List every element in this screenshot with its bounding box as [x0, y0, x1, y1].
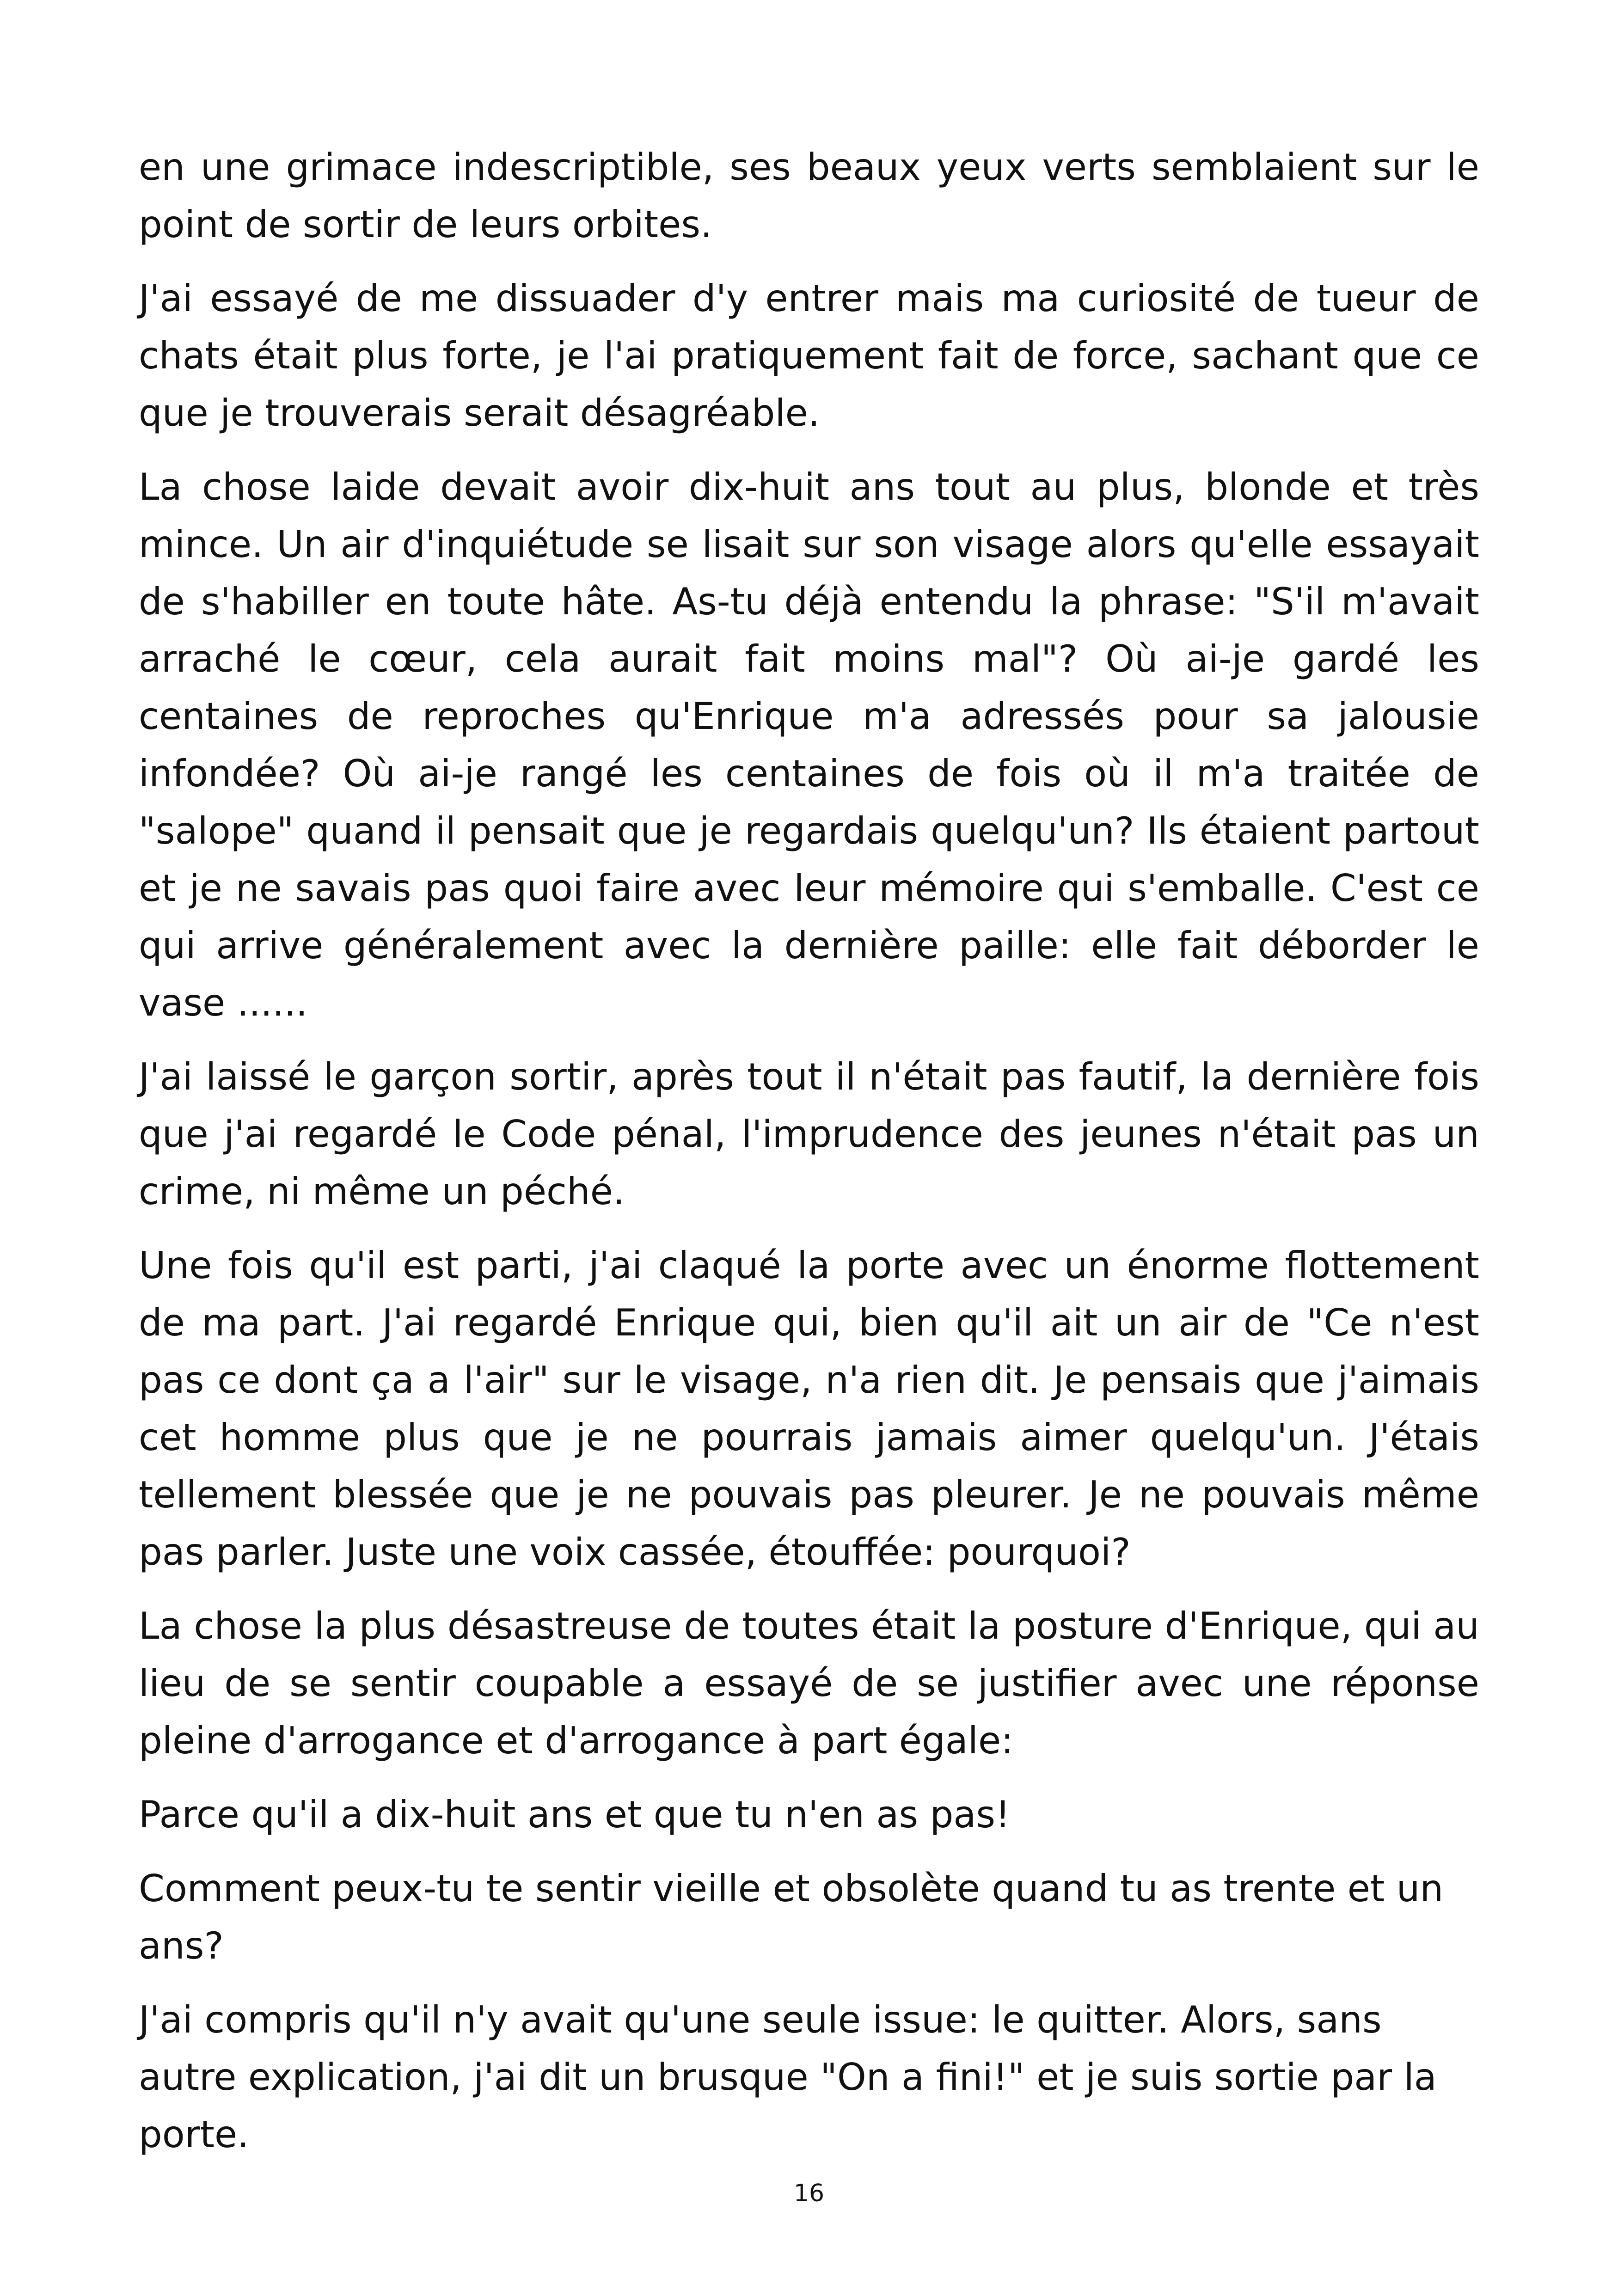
- paragraph-5: Une fois qu'il est parti, j'ai claqué la porte avec un énorme flottement de ma part. J'ai regardé Enrique qui, bien qu'il ait un air de "Ce n'est pas ce dont ça a l'air" sur le visage, n'a rien dit. Je pensais que j'aimais cet homme plus que je ne pourrais jamais aimer quelqu'un. J'étais tellement blessée que je ne pouvais pas pleurer. Je ne pouvais même pas parler. Juste une voix cassée, étouffée: pourquoi?: [139, 1244, 1479, 1574]
- paragraph-6: La chose la plus désastreuse de toutes était la posture d'Enrique, qui au lieu de se sentir coupable a essayé de se justifier avec une réponse pleine d'arrogance et d'arrogance à part égale:: [139, 1604, 1479, 1762]
- paragraph-4: J'ai laissé le garçon sortir, après tout il n'était pas fautif, la dernière fois que j'ai regardé le Code pénal, l'imprudence des jeunes n'était pas un crime, ni même un péché.: [139, 1055, 1479, 1213]
- paragraph-9: J'ai compris qu'il n'y avait qu'une seule issue: le quitter. Alors, sans autre explication, j'ai dit un brusque "On a fini!" et je suis sortie par la porte.: [139, 1998, 1437, 2156]
- page-number: 16: [793, 2180, 825, 2207]
- paragraph-2: J'ai essayé de me dissuader d'y entrer mais ma curiosité de tueur de chats était plus forte, je l'ai pratiquement fait de force, sachant que ce que je trouverais serait désagréable.: [139, 277, 1479, 435]
- paragraph-1: en une grimace indescriptible, ses beaux yeux verts semblaient sur le point de sortir de leurs orbites.: [139, 146, 1479, 246]
- paragraph-3: La chose laide devait avoir dix-huit ans tout au plus, blonde et très mince. Un air d'inquiétude se lisait sur son visage alors qu'elle essayait de s'habiller en toute hâte. As-tu déjà entendu la phrase: "S'il m'avait arraché le cœur, cela aurait fait moins mal"? Où ai-je gardé les centaines de reproches qu'Enrique m'a adressés pour sa jalousie infondée? Où ai-je rangé les centaines de fois où il m'a traitée de "salope" quand il pensait que je regardais quelqu'un? Ils étaient partout et je ne savais pas quoi faire avec leur mémoire qui s'emballe. C'est ce qui arrive généralement avec la dernière paille: elle fait déborder le vase ......: [139, 465, 1479, 1024]
- paragraph-7: Parce qu'il a dix-huit ans et que tu n'en as pas!: [139, 1793, 1011, 1836]
- body-text: [139, 139, 1479, 2180]
- paragraph-8: Comment peux-tu te sentir vieille et obsolète quand tu as trente et un ans?: [139, 1867, 1444, 1967]
